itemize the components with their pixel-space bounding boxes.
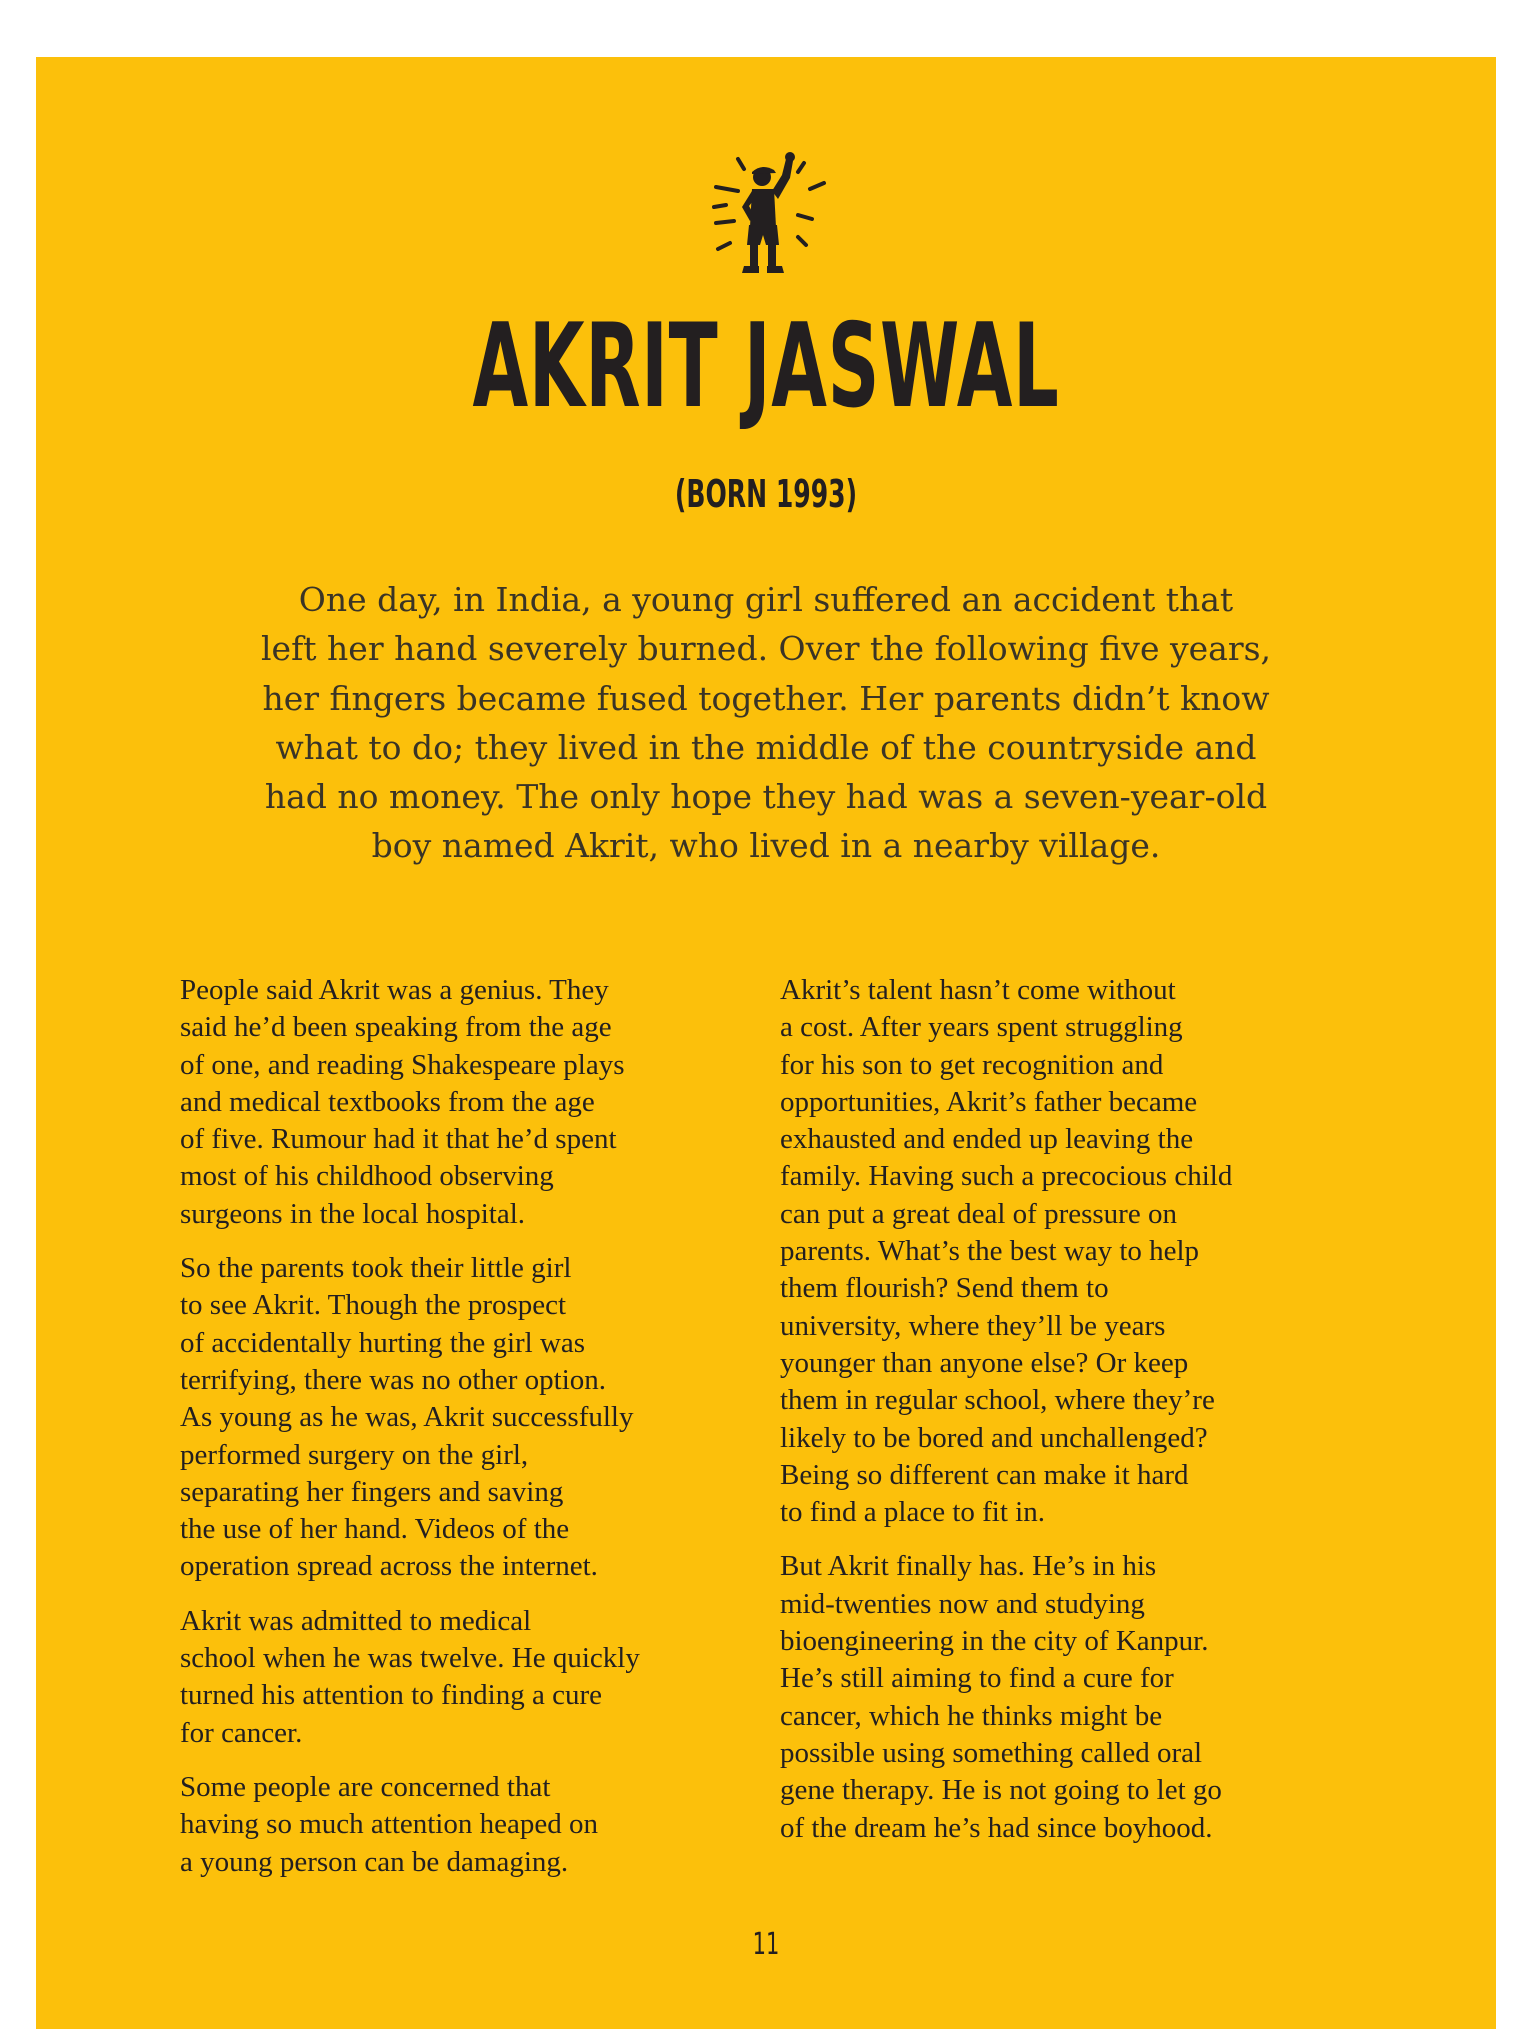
text-line: mid-twenties now and studying xyxy=(780,1587,1145,1620)
text-line: university, where they’ll be years xyxy=(780,1309,1166,1342)
text-line: But Akrit finally has. He’s in his xyxy=(780,1550,1157,1583)
body-paragraph xyxy=(180,1603,760,1752)
body-paragraph xyxy=(180,972,760,1233)
text-line: most of his childhood observing xyxy=(180,1160,554,1193)
celebrating-child-icon xyxy=(686,145,846,285)
text-line: having so much attention heaped on xyxy=(180,1808,598,1841)
text-line: turned his attention to finding a cure xyxy=(180,1679,603,1712)
text-line: bioengineering in the city of Kanpur. xyxy=(780,1625,1209,1658)
body-paragraph xyxy=(780,972,1360,1531)
text-line: surgeons in the local hospital. xyxy=(180,1197,525,1230)
body-paragraph xyxy=(180,1250,760,1586)
text-line: parents. What’s the best way to help xyxy=(780,1235,1200,1268)
text-line: family. Having such a precocious child xyxy=(780,1160,1233,1193)
text-line: Some people are concerned that xyxy=(180,1770,551,1803)
text-line: them flourish? Send them to xyxy=(780,1272,1109,1305)
text-line: to find a place to fit in. xyxy=(780,1496,1045,1529)
left-column xyxy=(180,972,760,1898)
intro-paragraph xyxy=(166,575,1366,871)
intro-line: her fingers became fused together. Her parents didn’t know xyxy=(262,678,1270,718)
page-number: 11 xyxy=(752,1927,780,1962)
text-line: As young as he was, Akrit successfully xyxy=(180,1401,634,1434)
text-line: of the dream he’s had since boyhood. xyxy=(780,1811,1213,1844)
text-line: for cancer. xyxy=(180,1716,303,1749)
intro-line: boy named Akrit, who lived in a nearby village. xyxy=(371,826,1161,866)
text-line: cancer, which he thinks might be xyxy=(780,1699,1163,1732)
text-line: likely to be bored and unchallenged? xyxy=(780,1421,1208,1454)
text-line: can put a great deal of pressure on xyxy=(780,1197,1177,1230)
text-line: operation spread across the internet. xyxy=(180,1550,598,1583)
text-line: So the parents took their little girl xyxy=(180,1252,572,1285)
text-line: them in regular school, where they’re xyxy=(780,1384,1215,1417)
text-line: gene therapy. He is not going to let go xyxy=(780,1774,1222,1807)
text-line: and medical textbooks from the age xyxy=(180,1085,595,1118)
birth-year-subtitle: (BORN 1993) xyxy=(674,472,858,516)
text-line: of one, and reading Shakespeare plays xyxy=(180,1048,625,1081)
body-paragraph xyxy=(780,1548,1360,1846)
intro-line: One day, in India, a young girl suffered an accident that xyxy=(298,580,1234,619)
text-line: Akrit’s talent hasn’t come without xyxy=(780,974,1176,1006)
text-line: the use of her hand. Videos of the xyxy=(180,1513,570,1546)
text-line: possible using something called oral xyxy=(780,1736,1203,1769)
text-line: separating her fingers and saving xyxy=(180,1475,564,1508)
text-line: People said Akrit was a genius. They xyxy=(180,974,609,1006)
text-line: a cost. After years spent struggling xyxy=(780,1011,1183,1044)
text-line: terrifying, there was no other option. xyxy=(180,1363,607,1396)
text-line: exhausted and ended up leaving the xyxy=(780,1123,1194,1156)
page xyxy=(36,57,1496,2029)
text-line: younger than anyone else? Or keep xyxy=(780,1346,1189,1379)
text-line: said he’d been speaking from the age xyxy=(180,1011,612,1044)
text-line: Akrit was admitted to medical xyxy=(180,1604,532,1637)
intro-line: what to do; they lived in the middle of the countryside and xyxy=(275,727,1257,767)
text-line: of accidentally hurting the girl was xyxy=(180,1326,586,1359)
intro-line: left her hand severely burned. Over the following five years, xyxy=(260,629,1272,669)
text-line: of five. Rumour had it that he’d spent xyxy=(180,1123,617,1156)
text-line: for his son to get recognition and xyxy=(780,1048,1164,1081)
text-line: school when he was twelve. He quickly xyxy=(180,1642,640,1675)
text-line: performed surgery on the girl, xyxy=(180,1438,529,1471)
body-paragraph xyxy=(180,1769,760,1881)
text-line: opportunities, Akrit’s father became xyxy=(780,1085,1198,1118)
page-title: AKRIT JASWAL xyxy=(472,299,1060,434)
text-line: to see Akrit. Though the prospect xyxy=(180,1289,567,1322)
text-line: Being so different can make it hard xyxy=(780,1458,1189,1491)
text-line: He’s still aiming to find a cure for xyxy=(780,1662,1174,1695)
text-line: a young person can be damaging. xyxy=(180,1845,569,1878)
right-column xyxy=(780,972,1360,1864)
intro-line: had no money. The only hope they had was a seven-year-old xyxy=(264,777,1268,817)
